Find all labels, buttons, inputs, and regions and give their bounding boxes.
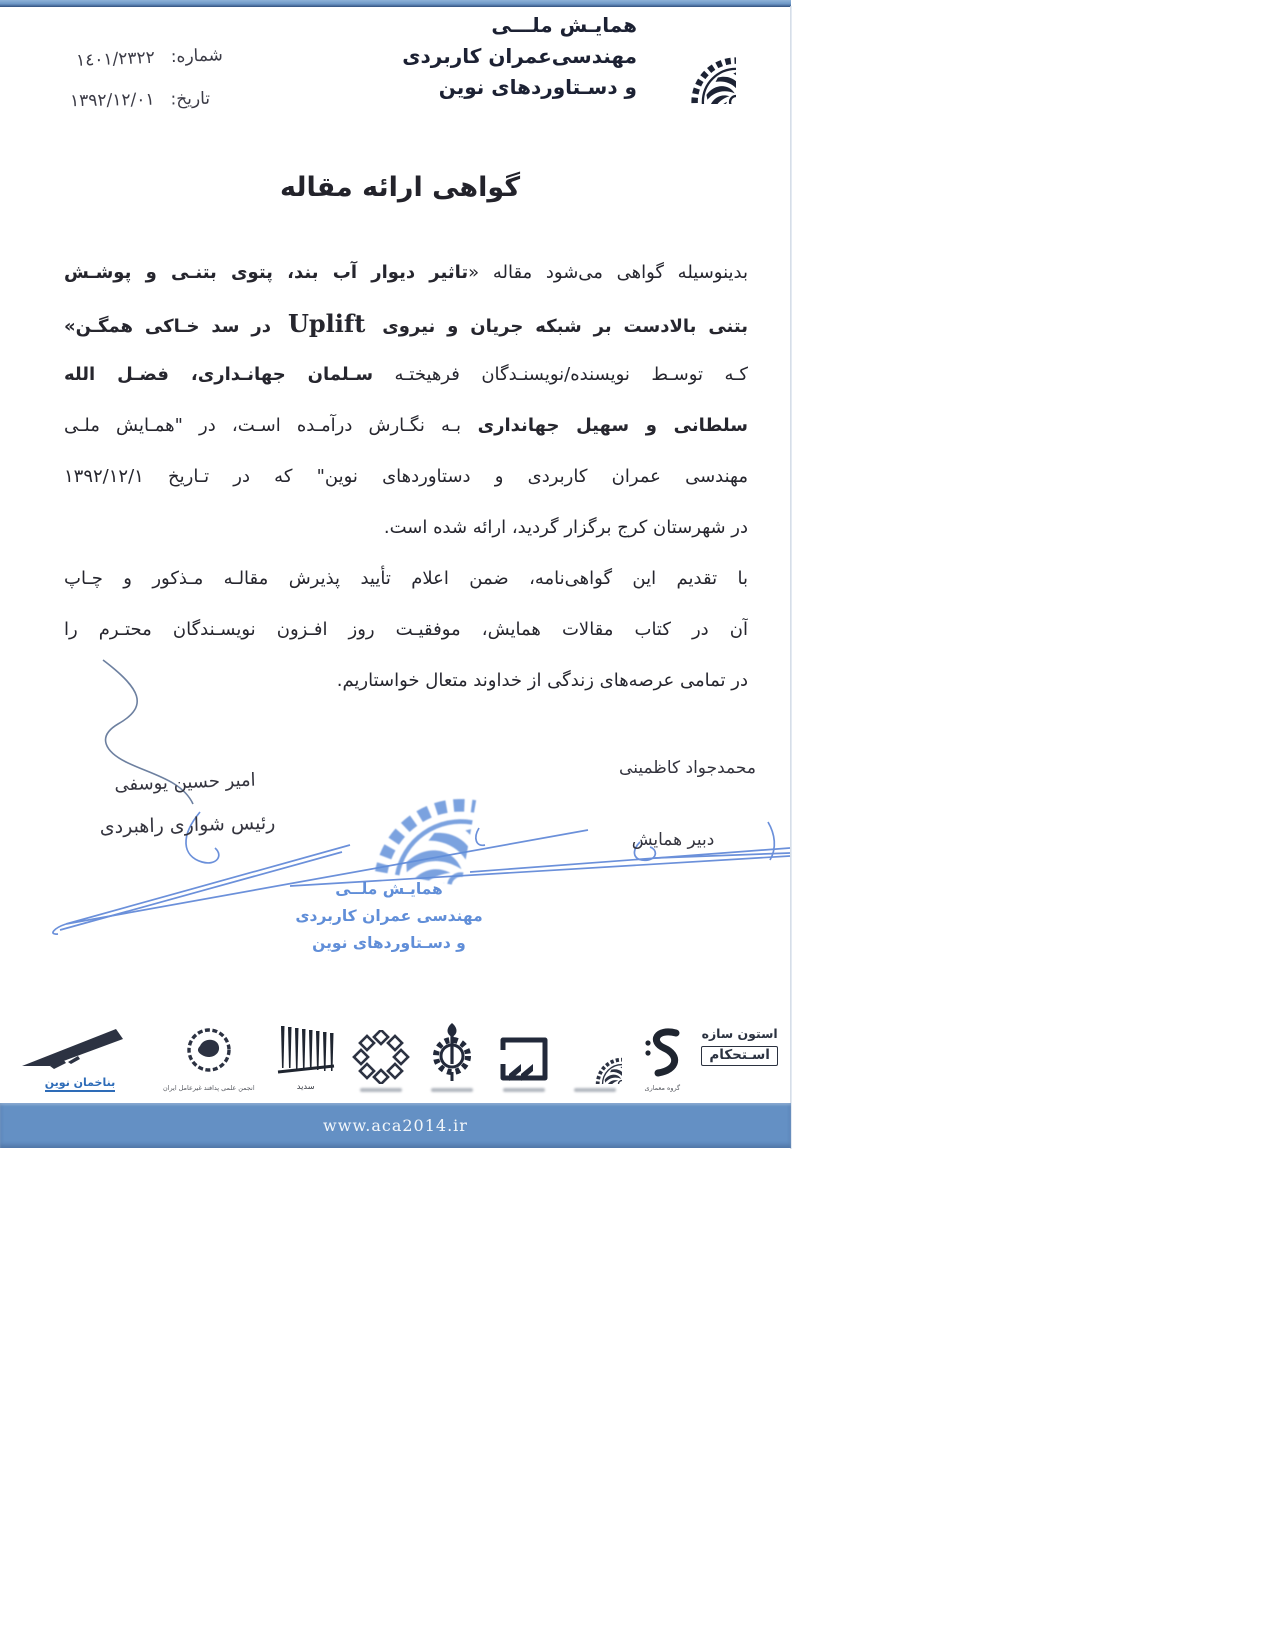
sponsor-caption: انجمن علمی پدافند غیرعامل ایران (163, 1084, 256, 1092)
body-text-line (64, 502, 748, 553)
sponsor-caption-illegible (503, 1088, 545, 1092)
frame-chevrons-icon (495, 1034, 553, 1084)
ref-number-label: شماره: (170, 45, 224, 68)
sponsor-caption: گروه معماری (644, 1084, 680, 1092)
vertical-bars-icon (275, 1022, 337, 1078)
body-text-line (64, 247, 748, 298)
certificate-title: گواهی ارائه مقاله (279, 172, 521, 203)
sponsor-caption: بناخمان نوین (45, 1076, 115, 1092)
body-text-segment: مهندسی عمران کاربردی و دستاوردهای نوین" که در تـاریخ ۱۳۹۲/۱۲/۱ (64, 466, 748, 487)
body-text-segment: سـلمان جهانـداری، فضـل الله (64, 364, 374, 385)
sponsor-pinwheel-logo (568, 1030, 622, 1092)
body-text-line (64, 451, 748, 502)
website-url: www.aca2014.ir (323, 1116, 468, 1135)
body-text-segment: کـه توسـط نویسنده/نویسنـدگان فرهیختـه (373, 364, 748, 385)
sponsor-estehkam-logo (701, 1026, 778, 1066)
sponsor-passive-defense-logo (159, 1026, 259, 1092)
body-text-line (64, 400, 748, 451)
sponsor-gear-torch-logo (425, 1022, 479, 1092)
body-text-segment: در سد خـاکی همگـن» (64, 316, 283, 337)
wing-icon (16, 1026, 144, 1072)
body-text-segment: بـه نگـارش درآمـده اسـت، در "همـایش ملـی (64, 415, 461, 436)
body-text-segment: بتنی بالادست بر شبکه جریان و نیروی (370, 316, 748, 337)
date-row (70, 89, 210, 111)
sponsor-s-mark-logo (638, 1026, 686, 1092)
sponsor-logo-row (16, 1000, 778, 1092)
footer-bar (0, 1103, 791, 1148)
conference-name (402, 10, 637, 103)
pinwheel-icon (568, 1030, 622, 1084)
sponsor-cube-knot-logo (352, 1030, 410, 1092)
body-text-line (64, 553, 748, 604)
sponsor-caption-illegible (360, 1088, 402, 1092)
conference-stamp (284, 678, 493, 887)
sponsor-wing-logo (16, 1026, 144, 1092)
sponsor-caption: استون سازه (701, 1026, 778, 1042)
certificate-body (64, 247, 748, 706)
signatory-left-role: رئیس شواری راهبردی (99, 811, 276, 839)
body-text-segment: تاثیر دیوار آب بند، پتوی بتنـی و پوشـش (64, 262, 469, 283)
brand-line-2: مهندسی‌عمران کاربردی (402, 43, 637, 68)
conference-brand (402, 8, 736, 104)
body-text-line (64, 604, 748, 655)
sponsor-caption: سدید (296, 1082, 315, 1092)
signatory-right-role: دبیر همایش (631, 830, 715, 850)
brand-line-3: و دسـتاوردهای نوین (438, 74, 637, 99)
paper-title-latin-term: Uplift (287, 309, 366, 338)
body-text-line (64, 298, 748, 349)
cube-knot-icon (352, 1030, 410, 1084)
body-text-segment: آن در کتاب مقالات همایش، موفقیـت روز افـزون نویسـندگان محتـرم را (64, 619, 748, 640)
reference-number-row (76, 45, 224, 71)
sponsor-caption: اسـتحکام (701, 1046, 778, 1066)
sponsor-caption-illegible (574, 1088, 616, 1092)
sponsor-caption-illegible (431, 1088, 473, 1092)
conference-logo-icon (644, 8, 736, 104)
stamp-text-line-2: مهندسی عمران کاربردی (295, 907, 483, 925)
date-value: ۱۳۹۲/۱۲/۰۱ (69, 89, 155, 112)
signatory-right-name: محمدجواد کاظمینی (619, 758, 756, 778)
s-mark-icon (638, 1026, 686, 1080)
top-edge-strip (0, 0, 791, 7)
gear-torch-icon (425, 1022, 479, 1084)
ref-number-value: ۱٤۰۱/۲۳۲۲ (75, 47, 156, 71)
body-text-segment: بدینوسیله گواهی می‌شود مقاله « (468, 262, 748, 283)
round-emblem-icon (184, 1026, 234, 1080)
body-text-segment: در شهرستان کرج برگزار گردید، ارائه شده است. (383, 517, 748, 538)
body-text-segment: در تمامی عرصه‌های زندگی از خداوند متعال خواستاریم. (336, 670, 748, 691)
brand-line-1: همایـش ملـــی (491, 12, 637, 37)
sponsor-bars-logo (275, 1022, 337, 1092)
page-edge (790, 6, 792, 1149)
sponsor-frame-chevrons-logo (495, 1034, 553, 1092)
date-label: تاریخ: (170, 88, 211, 110)
body-text-segment: سلطانی و سهیل جهانداری (460, 415, 748, 436)
body-text-segment: با تقدیم این گواهی‌نامه، ضمن اعلام تأیید پذیرش مقالـه مـذکور و چـاپ (64, 568, 748, 589)
stamp-text-line-1: همایـش ملــی (335, 880, 443, 898)
stamp-text-line-3: و دسـتاوردهای نوین (312, 934, 466, 952)
signatory-left-name: امیر حسین یوسفی (114, 769, 256, 796)
body-text-line (64, 349, 748, 400)
stamp-text (283, 876, 495, 957)
